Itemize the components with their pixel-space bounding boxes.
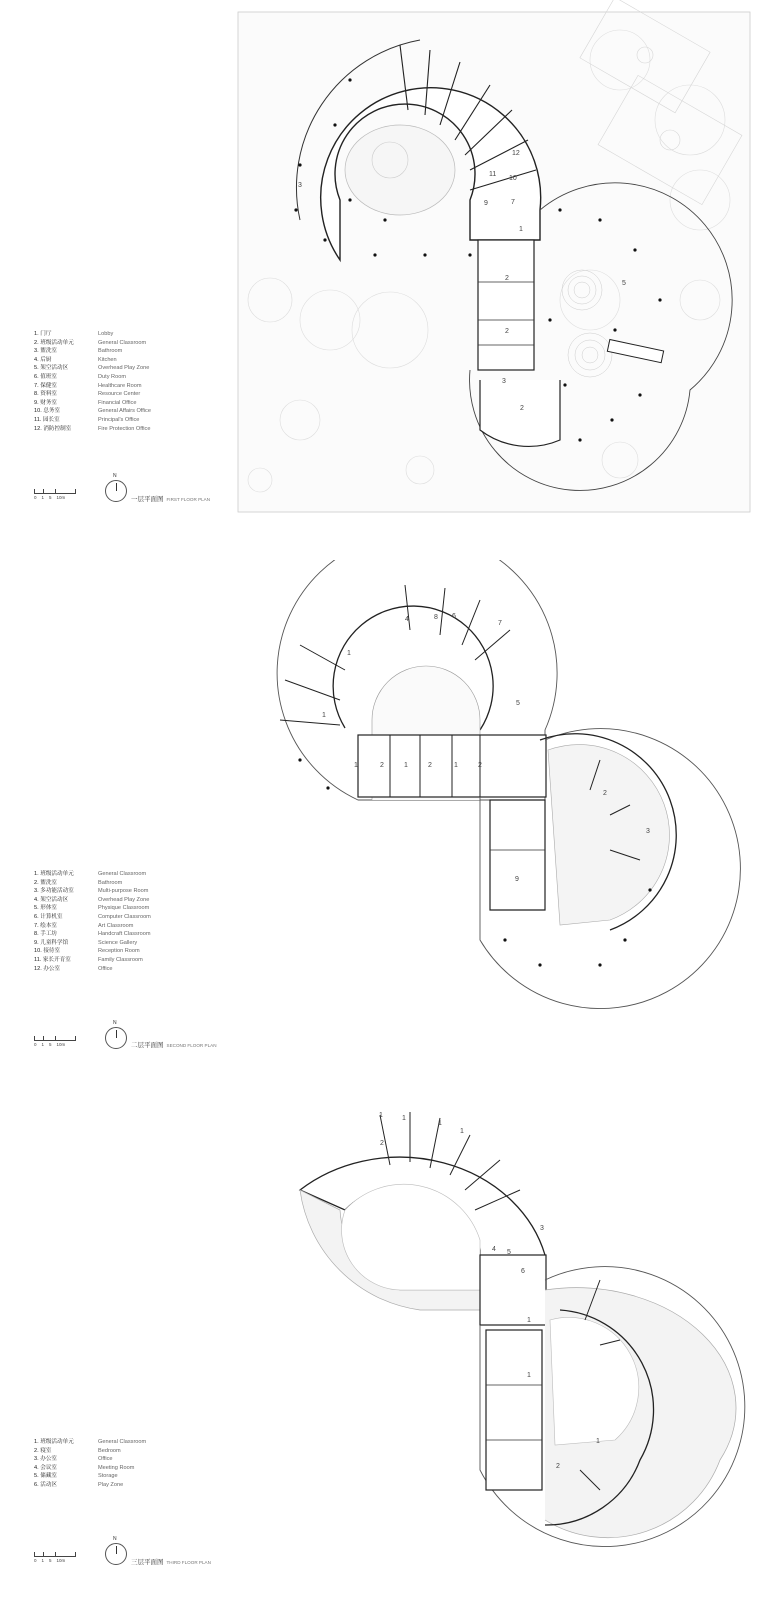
legend-label: 5. 储藏室 [34, 1473, 58, 1480]
room-number: 5 [516, 700, 520, 707]
room-number: 1 [354, 762, 358, 769]
legend-label-en: Overhead Play Zone [98, 896, 150, 903]
legend-label-en: Physique Classroom [98, 905, 150, 912]
legend-label-en: Principal's Office [98, 416, 140, 423]
legend-label-en: Art Classroom [98, 922, 134, 929]
room-number: 2 [505, 275, 509, 282]
room-number: 1 [404, 762, 408, 769]
legend-label: 10. 接待室 [34, 948, 61, 955]
legend-label: 2. 寝室 [34, 1447, 52, 1454]
legend-label: 9. 儿童科学馆 [34, 939, 69, 946]
scale-bar: 0 1 5 10m [34, 489, 76, 500]
room-number: 2 [603, 790, 607, 797]
legend-label: 1. 班级活动单元 [34, 1439, 74, 1445]
legend-label-en: Storage [98, 1473, 118, 1480]
north-label: N [113, 1536, 117, 1542]
legend-label: 8. 资料室 [34, 391, 58, 398]
legend-label: 10. 总务室 [34, 408, 61, 415]
legend-label-en: Fire Protection Office [98, 425, 151, 432]
first-floor-drawing [0, 0, 758, 530]
plan-title: 二层平面图 SECOND FLOOR PLAN [131, 1042, 217, 1049]
room-number: 2 [380, 762, 384, 769]
legend-label: 2. 班级活动单元 [34, 339, 74, 346]
north-arrow-icon [105, 1543, 127, 1565]
legend-label-en: General Affairs Office [98, 408, 151, 415]
legend-label: 7. 保健室 [34, 382, 58, 389]
legend-label-en: Handcraft Classroom [98, 931, 151, 938]
legend-label-en: Multi-purpose Room [98, 888, 149, 895]
legend-label: 6. 计算机室 [34, 913, 63, 920]
room-number: 5 [622, 280, 626, 287]
legend-label-en: General Classroom [98, 1439, 147, 1445]
legend-label: 11. 园长室 [34, 416, 60, 423]
legend-label-en: Duty Room [98, 373, 126, 380]
north-arrow-icon [105, 1027, 127, 1049]
legend-label-en: Office [98, 1456, 113, 1463]
room-number: 2 [478, 762, 482, 769]
room-number: 10 [509, 175, 517, 182]
room-number: 2 [505, 328, 509, 335]
room-number: 1 [460, 1128, 464, 1135]
scale-bar: 0 1 5 10m [34, 1036, 76, 1047]
room-number: 5 [507, 1249, 511, 1256]
legend-label: 5. 架空活动区 [34, 365, 69, 372]
legend-label-en: Computer Classroom [98, 913, 151, 920]
room-number: 1 [454, 762, 458, 769]
room-number: 3 [298, 182, 302, 189]
legend-label: 9. 财务室 [34, 399, 58, 406]
legend-label-en: Office [98, 965, 113, 972]
room-number: 4 [492, 1246, 496, 1253]
legend-label: 6. 值班室 [34, 373, 58, 380]
legend-label-en: Reception Room [98, 948, 140, 955]
room-number: 7 [498, 620, 502, 627]
third-floor-drawing [0, 1080, 758, 1580]
scale-bar: 0 1 5 10m [34, 1552, 76, 1563]
second-floor-drawing [0, 560, 758, 1090]
legend-label-en: Resource Center [98, 391, 141, 398]
legend-label-en: Healthcare Room [98, 382, 142, 389]
legend-label-en: Play Zone [98, 1481, 124, 1488]
room-number: 1 [596, 1438, 600, 1445]
third-floor-legend [34, 1438, 146, 1490]
room-number: 1 [347, 650, 351, 657]
room-number: 3 [502, 378, 506, 385]
legend-label: 1. 班级活动单元 [34, 871, 74, 877]
legend-label: 3. 盥洗室 [34, 348, 58, 355]
room-number: 2 [520, 405, 524, 412]
legend-label: 6. 活动区 [34, 1481, 58, 1488]
room-number: 3 [540, 1225, 544, 1232]
room-number: 7 [511, 199, 515, 206]
legend-label: 12. 消防控制室 [34, 425, 72, 432]
legend-label: 3. 办公室 [34, 1456, 58, 1463]
north-arrow-icon [105, 480, 127, 502]
room-number: 2 [428, 762, 432, 769]
legend-label-en: Financial Office [98, 399, 137, 406]
legend-label-en: Lobby [98, 331, 114, 337]
legend-label: 1. 门厅 [34, 331, 52, 337]
north-label: N [113, 1020, 117, 1026]
room-number: 1 [322, 712, 326, 719]
legend-label: 4. 会议室 [34, 1464, 58, 1471]
legend-label: 2. 盥洗室 [34, 879, 58, 886]
room-number: 1 [379, 1112, 383, 1119]
first-floor-legend [34, 330, 151, 433]
room-number: 8 [434, 614, 438, 621]
legend-label: 7. 绘本室 [34, 922, 58, 929]
room-number: 4 [405, 616, 409, 623]
plan-title: 三层平面图 THIRD FLOOR PLAN [131, 1559, 211, 1566]
room-number: 11 [489, 171, 497, 178]
legend-label: 5. 形体室 [34, 905, 58, 912]
legend-label: 4. 架空活动区 [34, 896, 69, 903]
legend-label: 3. 多功能活动室 [34, 888, 74, 895]
legend-label-en: General Classroom [98, 871, 147, 877]
legend-label-en: Meeting Room [98, 1464, 135, 1471]
room-number: 6 [452, 613, 456, 620]
legend-label-en: Bathroom [98, 879, 123, 886]
room-number: 9 [484, 200, 488, 207]
room-number: 2 [556, 1463, 560, 1470]
plan-title: 一层平面图 FIRST FLOOR PLAN [131, 496, 211, 503]
room-number: 3 [646, 828, 650, 835]
legend-label-en: Family Classroom [98, 956, 143, 963]
legend-label-en: Overhead Play Zone [98, 365, 150, 372]
room-number: 1 [438, 1120, 442, 1127]
legend-label: 12. 办公室 [34, 965, 61, 972]
legend-label: 11. 家长开育室 [34, 956, 71, 963]
room-number: 1 [527, 1317, 531, 1324]
room-number: 1 [527, 1372, 531, 1379]
room-number: 2 [380, 1140, 384, 1147]
legend-label-en: Science Gallery [98, 939, 138, 946]
legend-label: 4. 后厨 [34, 356, 52, 363]
room-number: 9 [515, 876, 519, 883]
second-floor-legend [34, 870, 151, 973]
room-number: 1 [402, 1115, 406, 1122]
legend-label-en: Bathroom [98, 348, 123, 355]
room-number: 12 [512, 150, 520, 157]
legend-label-en: Bedroom [98, 1447, 121, 1454]
legend-label-en: General Classroom [98, 339, 147, 346]
room-number: 6 [521, 1268, 525, 1275]
room-number: 1 [519, 226, 523, 233]
north-label: N [113, 473, 117, 479]
legend-label-en: Kitchen [98, 356, 117, 363]
legend-label: 8. 手工坊 [34, 931, 58, 938]
